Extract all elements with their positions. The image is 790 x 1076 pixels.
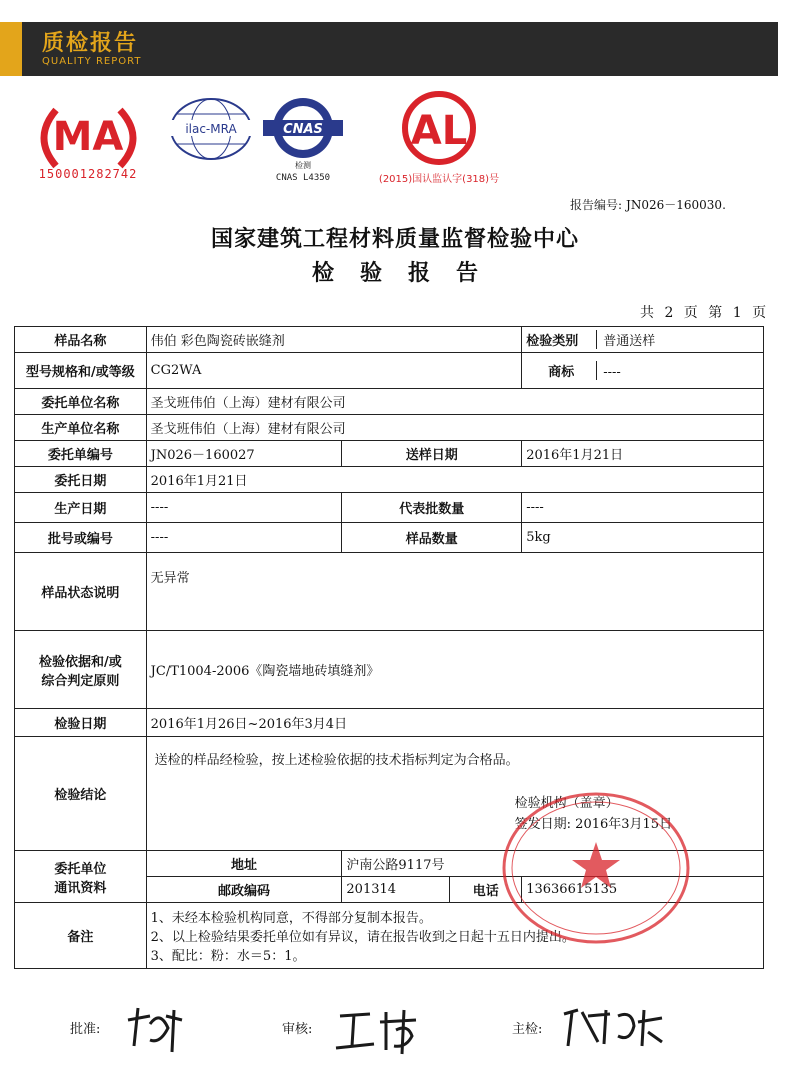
zip-label: 邮政编码 xyxy=(146,877,342,903)
conclusion-issue-date: 签发日期: 2016年3月15日 xyxy=(514,817,673,832)
note-line-2: 2、以上检验结果委托单位如有异议，请在报告收到之日起十五日内提出。 xyxy=(150,930,575,945)
inspection-type-label: 检验类别 xyxy=(526,330,597,349)
batch-number-label: 批号或编号 xyxy=(15,523,147,553)
reviewer-signature xyxy=(330,1002,430,1058)
cnas-caption: 检测 xyxy=(295,161,311,170)
conclusion-agency: 检验机构（盖章） xyxy=(514,796,619,811)
report-number-value: JN026－160030. xyxy=(626,198,726,212)
phone-value: 13636615135 xyxy=(522,877,764,903)
batch-quantity-value: ---- xyxy=(522,493,764,523)
approve-label: 批准: xyxy=(70,1022,101,1037)
order-date-label: 委托日期 xyxy=(15,467,147,493)
ilac-mark: ilac-MRA xyxy=(185,122,237,136)
zip-value: 201314 xyxy=(342,877,450,903)
banner-accent xyxy=(0,22,22,76)
sample-state-label: 样品状态说明 xyxy=(15,553,147,631)
report-number-label: 报告编号: xyxy=(570,198,623,212)
order-no-value: JN026－160027 xyxy=(146,441,342,467)
cma-logo xyxy=(28,92,158,184)
notes-label: 备注 xyxy=(15,903,147,969)
review-label: 审核: xyxy=(282,1022,313,1037)
client-value: 圣戈班伟伯（上海）建材有限公司 xyxy=(146,389,763,415)
sample-state-value: 无异常 xyxy=(146,553,763,631)
sample-quantity-value: 5kg xyxy=(522,523,764,553)
cnas-logo xyxy=(258,94,348,184)
sample-name-value: 伟伯 彩色陶瓷砖嵌缝剂 xyxy=(146,327,522,353)
report-number xyxy=(570,196,730,213)
inspection-type-value: 普通送样 xyxy=(603,334,656,349)
cal-logo xyxy=(366,90,516,188)
cma-mark: MA xyxy=(52,114,124,160)
conclusion-text: 送检的样品经检验，按上述检验依据的技术指标判定为合格品。 xyxy=(154,753,519,768)
producer-label: 生产单位名称 xyxy=(15,415,147,441)
client-label: 委托单位名称 xyxy=(15,389,147,415)
basis-value: JC/T1004-2006《陶瓷墙地砖填缝剂》 xyxy=(146,631,763,709)
ilac-logo xyxy=(168,94,254,164)
note-line-1: 1、未经本检验机构同意，不得部分复制本报告。 xyxy=(150,911,432,926)
cma-number: 150001282742 xyxy=(38,167,138,181)
batch-number-value: ---- xyxy=(146,523,342,553)
production-date-value: ---- xyxy=(146,493,342,523)
cal-mark: AL xyxy=(410,108,468,154)
cnas-number: CNAS L4350 xyxy=(275,173,331,183)
banner-title: 质检报告 xyxy=(42,31,139,56)
document-title: 检验报告 xyxy=(311,261,504,286)
trademark-label: 商标 xyxy=(526,361,597,380)
inspection-type-cell xyxy=(522,327,764,353)
note-line-3: 3、配比：粉：水＝5：1。 xyxy=(150,949,306,964)
contact-label-line2: 通讯资料 xyxy=(54,880,107,896)
organization-name: 国家建筑工程材料质量监督检验中心 xyxy=(210,227,579,252)
cnas-mark: CNAS xyxy=(283,122,323,137)
sample-quantity-label: 样品数量 xyxy=(342,523,522,553)
trademark-value: ---- xyxy=(603,365,621,380)
contact-label-line1: 委托单位 xyxy=(54,861,107,877)
page-number: 共 2 页 第 1 页 xyxy=(640,305,770,321)
basis-label-line1: 检验依据和/或 xyxy=(38,654,122,670)
sample-name-label: 样品名称 xyxy=(15,327,147,353)
official-seal xyxy=(498,790,694,946)
approver-signature xyxy=(120,1000,190,1056)
producer-value: 圣戈班伟伯（上海）建材有限公司 xyxy=(146,415,763,441)
phone-label: 电话 xyxy=(450,877,522,903)
conclusion-label: 检验结论 xyxy=(15,737,147,851)
address-label: 地址 xyxy=(146,851,342,877)
address-value: 沪南公路9117号 xyxy=(342,851,764,877)
order-no-label: 委托单编号 xyxy=(15,441,147,467)
order-date-value: 2016年1月21日 xyxy=(146,467,763,493)
cal-caption: (2015)国认监认字(318)号 xyxy=(378,174,500,185)
contact-label xyxy=(15,851,147,903)
test-date-value: 2016年1月26日~2016年3月4日 xyxy=(146,709,763,737)
trademark-cell xyxy=(522,353,764,389)
chief-inspector-label: 主检: xyxy=(512,1022,543,1037)
batch-quantity-label: 代表批数量 xyxy=(342,493,522,523)
delivery-date-label: 送样日期 xyxy=(342,441,522,467)
model-label: 型号规格和/或等级 xyxy=(15,353,147,389)
banner-subtitle: QUALITY REPORT xyxy=(42,56,142,67)
model-value: CG2WA xyxy=(146,353,522,389)
chief-inspector-signature xyxy=(558,1002,668,1052)
production-date-label: 生产日期 xyxy=(15,493,147,523)
delivery-date-value: 2016年1月21日 xyxy=(522,441,764,467)
test-date-label: 检验日期 xyxy=(15,709,147,737)
basis-label-line2: 综合判定原则 xyxy=(41,673,120,689)
basis-label xyxy=(15,631,147,709)
